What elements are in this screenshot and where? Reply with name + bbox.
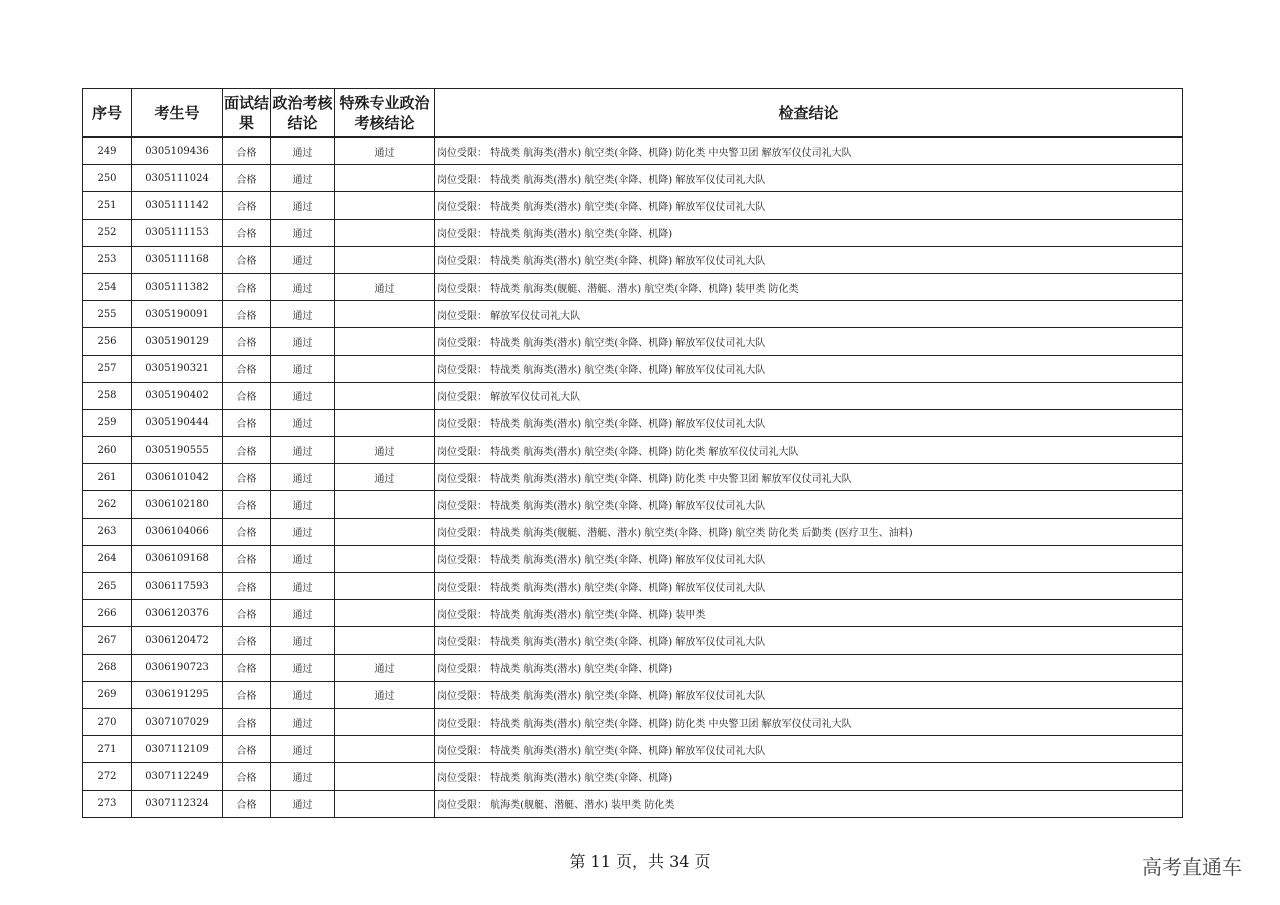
- cell-check: 岗位受限： 特战类 航海类(潜水) 航空类(伞降、机降) 解放军仪仗司礼大队: [435, 165, 1183, 192]
- cell-political: 通过: [271, 464, 335, 491]
- cell-seq: 255: [83, 301, 132, 328]
- cell-special: 通过: [335, 137, 435, 165]
- cell-seq: 259: [83, 409, 132, 436]
- cell-seq: 270: [83, 708, 132, 735]
- cell-check: 岗位受限： 特战类 航海类(潜水) 航空类(伞降、机降) 解放军仪仗司礼大队: [435, 627, 1183, 654]
- table-row: [83, 491, 1183, 518]
- cell-seq: 260: [83, 437, 132, 464]
- table-row: [83, 165, 1183, 192]
- cell-exam-no: 0305190321: [132, 355, 223, 382]
- cell-interview: 合格: [223, 165, 271, 192]
- cell-exam-no: 0306191295: [132, 681, 223, 708]
- table-row: [83, 192, 1183, 219]
- cell-check: 岗位受限： 特战类 航海类(舰艇、潜艇、潜水) 航空类(伞降、机降) 装甲类 防化类: [435, 273, 1183, 300]
- cell-political: 通过: [271, 491, 335, 518]
- table-row: [83, 273, 1183, 300]
- cell-political: 通过: [271, 736, 335, 763]
- cell-seq: 254: [83, 273, 132, 300]
- table-row: [83, 708, 1183, 735]
- cell-seq: 250: [83, 165, 132, 192]
- header-special: 特殊专业政治考核结论: [335, 89, 435, 138]
- cell-seq: 273: [83, 790, 132, 817]
- cell-political: 通过: [271, 681, 335, 708]
- cell-special: [335, 736, 435, 763]
- cell-political: 通过: [271, 137, 335, 165]
- header-seq: 序号: [83, 89, 132, 138]
- cell-political: 通过: [271, 301, 335, 328]
- cell-interview: 合格: [223, 382, 271, 409]
- table-body: [83, 137, 1183, 817]
- cell-exam-no: 0305190091: [132, 301, 223, 328]
- cell-check: 岗位受限： 特战类 航海类(潜水) 航空类(伞降、机降): [435, 654, 1183, 681]
- cell-political: 通过: [271, 654, 335, 681]
- cell-political: 通过: [271, 273, 335, 300]
- table-row: [83, 681, 1183, 708]
- cell-check: 岗位受限： 特战类 航海类(潜水) 航空类(伞降、机降) 解放军仪仗司礼大队: [435, 328, 1183, 355]
- cell-seq: 264: [83, 545, 132, 572]
- results-table: [82, 88, 1183, 818]
- table-row: [83, 545, 1183, 572]
- cell-exam-no: 0305111142: [132, 192, 223, 219]
- cell-political: 通过: [271, 382, 335, 409]
- cell-exam-no: 0306190723: [132, 654, 223, 681]
- cell-interview: 合格: [223, 273, 271, 300]
- cell-exam-no: 0306120376: [132, 600, 223, 627]
- cell-interview: 合格: [223, 464, 271, 491]
- cell-interview: 合格: [223, 246, 271, 273]
- cell-interview: 合格: [223, 763, 271, 790]
- cell-exam-no: 0305190129: [132, 328, 223, 355]
- cell-exam-no: 0306117593: [132, 573, 223, 600]
- cell-special: [335, 246, 435, 273]
- header-check: 检查结论: [435, 89, 1183, 138]
- cell-check: 岗位受限： 特战类 航海类(潜水) 航空类(伞降、机降) 解放军仪仗司礼大队: [435, 545, 1183, 572]
- cell-seq: 267: [83, 627, 132, 654]
- cell-seq: 268: [83, 654, 132, 681]
- cell-special: [335, 219, 435, 246]
- cell-special: [335, 518, 435, 545]
- cell-check: 岗位受限： 特战类 航海类(潜水) 航空类(伞降、机降) 解放军仪仗司礼大队: [435, 573, 1183, 600]
- cell-seq: 266: [83, 600, 132, 627]
- cell-exam-no: 0305109436: [132, 137, 223, 165]
- cell-interview: 合格: [223, 192, 271, 219]
- cell-interview: 合格: [223, 437, 271, 464]
- cell-interview: 合格: [223, 409, 271, 436]
- cell-special: 通过: [335, 273, 435, 300]
- cell-special: [335, 355, 435, 382]
- table-row: [83, 573, 1183, 600]
- cell-exam-no: 0305111153: [132, 219, 223, 246]
- cell-political: 通过: [271, 627, 335, 654]
- cell-interview: 合格: [223, 681, 271, 708]
- table-row: [83, 382, 1183, 409]
- cell-political: 通过: [271, 518, 335, 545]
- cell-check: 岗位受限： 特战类 航海类(潜水) 航空类(伞降、机降) 装甲类: [435, 600, 1183, 627]
- table-row: [83, 627, 1183, 654]
- cell-interview: 合格: [223, 219, 271, 246]
- cell-check: 岗位受限： 解放军仪仗司礼大队: [435, 301, 1183, 328]
- cell-interview: 合格: [223, 736, 271, 763]
- cell-exam-no: 0306102180: [132, 491, 223, 518]
- cell-special: [335, 301, 435, 328]
- cell-political: 通过: [271, 355, 335, 382]
- watermark: 高考直通车: [1142, 855, 1242, 879]
- cell-special: 通过: [335, 681, 435, 708]
- table-row: [83, 246, 1183, 273]
- cell-exam-no: 0306101042: [132, 464, 223, 491]
- header-political: 政治考核结论: [271, 89, 335, 138]
- cell-exam-no: 0306109168: [132, 545, 223, 572]
- cell-political: 通过: [271, 328, 335, 355]
- cell-seq: 261: [83, 464, 132, 491]
- cell-special: [335, 708, 435, 735]
- cell-seq: 272: [83, 763, 132, 790]
- cell-special: [335, 382, 435, 409]
- cell-seq: 262: [83, 491, 132, 518]
- cell-special: [335, 600, 435, 627]
- cell-exam-no: 0305111382: [132, 273, 223, 300]
- cell-seq: 269: [83, 681, 132, 708]
- cell-political: 通过: [271, 219, 335, 246]
- cell-political: 通过: [271, 165, 335, 192]
- cell-seq: 252: [83, 219, 132, 246]
- cell-interview: 合格: [223, 328, 271, 355]
- cell-political: 通过: [271, 246, 335, 273]
- cell-political: 通过: [271, 763, 335, 790]
- cell-seq: 258: [83, 382, 132, 409]
- cell-check: 岗位受限： 特战类 航海类(潜水) 航空类(伞降、机降) 解放军仪仗司礼大队: [435, 355, 1183, 382]
- cell-interview: 合格: [223, 491, 271, 518]
- table-row: [83, 518, 1183, 545]
- table-row: [83, 301, 1183, 328]
- cell-exam-no: 0305111168: [132, 246, 223, 273]
- cell-exam-no: 0306120472: [132, 627, 223, 654]
- cell-political: 通过: [271, 545, 335, 572]
- cell-special: [335, 491, 435, 518]
- cell-exam-no: 0305190402: [132, 382, 223, 409]
- cell-special: [335, 192, 435, 219]
- cell-special: 通过: [335, 464, 435, 491]
- cell-special: [335, 409, 435, 436]
- cell-interview: 合格: [223, 790, 271, 817]
- cell-special: [335, 545, 435, 572]
- table-row: [83, 328, 1183, 355]
- table-row: [83, 790, 1183, 817]
- cell-check: 岗位受限： 特战类 航海类(潜水) 航空类(伞降、机降) 防化类 中央警卫团 解放军仪仗司礼大队: [435, 464, 1183, 491]
- page-footer: 第 11 页，共 34 页: [569, 852, 711, 871]
- cell-interview: 合格: [223, 708, 271, 735]
- table-row: [83, 736, 1183, 763]
- cell-check: 岗位受限： 特战类 航海类(潜水) 航空类(伞降、机降) 解放军仪仗司礼大队: [435, 681, 1183, 708]
- cell-check: 岗位受限： 特战类 航海类(潜水) 航空类(伞降、机降): [435, 763, 1183, 790]
- cell-political: 通过: [271, 573, 335, 600]
- cell-seq: 249: [83, 137, 132, 165]
- header-interview: 面试结果: [223, 89, 271, 138]
- cell-check: 岗位受限： 特战类 航海类(舰艇、潜艇、潜水) 航空类(伞降、机降) 航空类 防化类 后勤类 (医疗卫生、油料): [435, 518, 1183, 545]
- cell-check: 岗位受限： 特战类 航海类(潜水) 航空类(伞降、机降) 解放军仪仗司礼大队: [435, 192, 1183, 219]
- cell-seq: 251: [83, 192, 132, 219]
- cell-interview: 合格: [223, 518, 271, 545]
- table-row: [83, 137, 1183, 165]
- cell-exam-no: 0307112324: [132, 790, 223, 817]
- cell-seq: 271: [83, 736, 132, 763]
- cell-exam-no: 0305190444: [132, 409, 223, 436]
- table-row: [83, 219, 1183, 246]
- cell-special: [335, 763, 435, 790]
- cell-check: 岗位受限： 特战类 航海类(潜水) 航空类(伞降、机降) 解放军仪仗司礼大队: [435, 246, 1183, 273]
- cell-interview: 合格: [223, 137, 271, 165]
- cell-check: 岗位受限： 特战类 航海类(潜水) 航空类(伞降、机降) 防化类 中央警卫团 解放军仪仗司礼大队: [435, 708, 1183, 735]
- table-row: [83, 763, 1183, 790]
- cell-exam-no: 0307107029: [132, 708, 223, 735]
- cell-exam-no: 0305111024: [132, 165, 223, 192]
- cell-check: 岗位受限： 解放军仪仗司礼大队: [435, 382, 1183, 409]
- cell-check: 岗位受限： 特战类 航海类(潜水) 航空类(伞降、机降) 解放军仪仗司礼大队: [435, 409, 1183, 436]
- cell-interview: 合格: [223, 600, 271, 627]
- cell-exam-no: 0305190555: [132, 437, 223, 464]
- cell-seq: 265: [83, 573, 132, 600]
- cell-political: 通过: [271, 437, 335, 464]
- cell-special: [335, 165, 435, 192]
- cell-interview: 合格: [223, 627, 271, 654]
- cell-special: [335, 627, 435, 654]
- cell-check: 岗位受限： 特战类 航海类(潜水) 航空类(伞降、机降) 防化类 解放军仪仗司礼大队: [435, 437, 1183, 464]
- cell-political: 通过: [271, 409, 335, 436]
- cell-seq: 257: [83, 355, 132, 382]
- cell-special: 通过: [335, 437, 435, 464]
- cell-interview: 合格: [223, 545, 271, 572]
- cell-exam-no: 0306104066: [132, 518, 223, 545]
- cell-exam-no: 0307112249: [132, 763, 223, 790]
- cell-political: 通过: [271, 600, 335, 627]
- cell-special: [335, 790, 435, 817]
- cell-check: 岗位受限： 航海类(舰艇、潜艇、潜水) 装甲类 防化类: [435, 790, 1183, 817]
- cell-special: 通过: [335, 654, 435, 681]
- cell-seq: 253: [83, 246, 132, 273]
- cell-check: 岗位受限： 特战类 航海类(潜水) 航空类(伞降、机降) 解放军仪仗司礼大队: [435, 736, 1183, 763]
- table-row: [83, 600, 1183, 627]
- cell-special: [335, 573, 435, 600]
- cell-seq: 263: [83, 518, 132, 545]
- cell-seq: 256: [83, 328, 132, 355]
- cell-interview: 合格: [223, 301, 271, 328]
- table-row: [83, 355, 1183, 382]
- cell-check: 岗位受限： 特战类 航海类(潜水) 航空类(伞降、机降) 防化类 中央警卫团 解放军仪仗司礼大队: [435, 137, 1183, 165]
- table-header-row: [83, 89, 1183, 138]
- cell-special: [335, 328, 435, 355]
- cell-interview: 合格: [223, 573, 271, 600]
- cell-exam-no: 0307112109: [132, 736, 223, 763]
- table-row: [83, 437, 1183, 464]
- cell-political: 通过: [271, 790, 335, 817]
- header-exam-no: 考生号: [132, 89, 223, 138]
- table-row: [83, 654, 1183, 681]
- table-row: [83, 464, 1183, 491]
- cell-political: 通过: [271, 708, 335, 735]
- cell-interview: 合格: [223, 654, 271, 681]
- cell-political: 通过: [271, 192, 335, 219]
- cell-check: 岗位受限： 特战类 航海类(潜水) 航空类(伞降、机降): [435, 219, 1183, 246]
- table-row: [83, 409, 1183, 436]
- cell-interview: 合格: [223, 355, 271, 382]
- cell-check: 岗位受限： 特战类 航海类(潜水) 航空类(伞降、机降) 解放军仪仗司礼大队: [435, 491, 1183, 518]
